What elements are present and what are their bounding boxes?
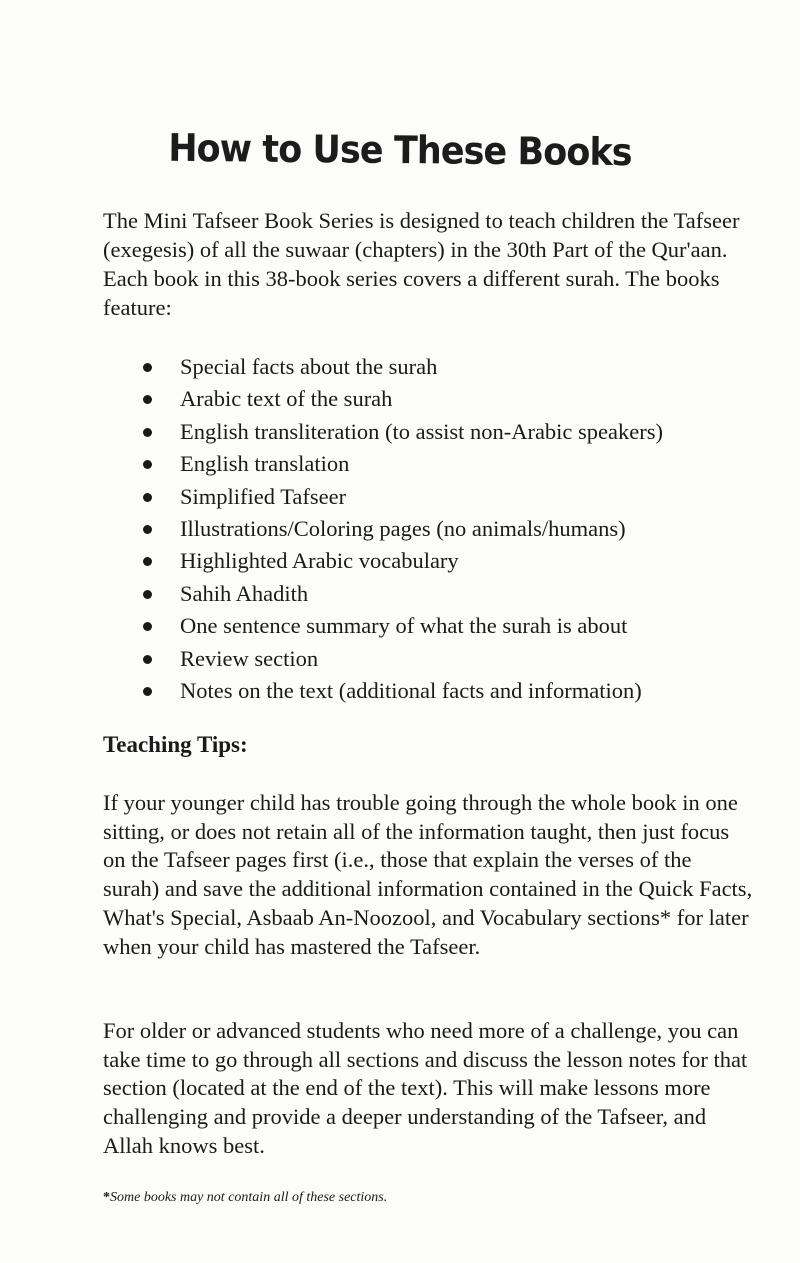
- list-item: [140, 578, 663, 610]
- list-item: [140, 545, 663, 577]
- bullet-icon: [143, 655, 152, 664]
- feature-text: Simplified Tafseer: [180, 483, 347, 509]
- feature-text: Highlighted Arabic vocabulary: [180, 548, 459, 574]
- feature-text: Notes on the text (additional facts and information): [180, 677, 642, 703]
- teaching-tip-paragraph-2: For older or advanced students who need more of a challenge, you can take time to go through all sections and discuss the lesson notes for that section (located at the end of the text). This will make lessons more challenging and provide a deeper understanding of the Tafseer, and Allah knows best.: [103, 1018, 748, 1158]
- list-item: [140, 448, 663, 480]
- feature-text: One sentence summary of what the surah is about: [180, 613, 628, 639]
- list-item: [140, 416, 663, 448]
- list-item: [140, 481, 663, 513]
- bullet-icon: [143, 363, 152, 372]
- bullet-icon: [143, 557, 152, 566]
- teaching-tip-paragraph-1: If your younger child has trouble going through the whole book in one sitting, or does not retain all of the information taught, then just focus on the Tafseer pages first (i.e., those that explain the verses of the surah) and save the additional information contained in the Quick Facts, What's Special, Asbaab An-Noozool, and Vocabulary sections* for later when your child has mastered the Tafseer.: [103, 790, 753, 959]
- features-list: [140, 351, 663, 707]
- page-title: How to Use These Books: [168, 125, 632, 175]
- list-item: [140, 513, 663, 545]
- feature-text: Special facts about the surah: [180, 354, 438, 379]
- footnote: [103, 1190, 387, 1206]
- feature-text: Illustrations/Coloring pages (no animals/humans): [180, 515, 626, 541]
- footnote-marker: *: [103, 1190, 110, 1205]
- list-item: [140, 610, 663, 642]
- feature-text: English translation: [180, 451, 350, 477]
- bullet-icon: [143, 395, 152, 404]
- bullet-icon: [143, 687, 152, 696]
- bullet-icon: [143, 460, 152, 469]
- teaching-tips-heading: Teaching Tips:: [103, 732, 248, 757]
- feature-text: Sahih Ahadith: [180, 580, 309, 606]
- bullet-icon: [143, 590, 152, 599]
- bullet-icon: [143, 622, 152, 631]
- bullet-icon: [143, 493, 152, 502]
- list-item: [140, 351, 663, 383]
- feature-text: English transliteration (to assist non-Arabic speakers): [180, 418, 664, 444]
- intro-paragraph: The Mini Tafseer Book Series is designed to teach children the Tafseer (exegesis) of all the suwaar (chapters) in the 30th Part of the Qur'aan. Each book in this 38-book series covers a different surah. The books feature:: [103, 208, 740, 320]
- bullet-icon: [143, 428, 152, 437]
- list-item: [140, 643, 663, 675]
- bullet-icon: [143, 525, 152, 534]
- list-item: [140, 383, 663, 415]
- footnote-text: Some books may not contain all of these sections.: [110, 1190, 388, 1205]
- feature-text: Arabic text of the surah: [180, 386, 393, 412]
- list-item: [140, 675, 663, 707]
- feature-text: Review section: [180, 645, 319, 671]
